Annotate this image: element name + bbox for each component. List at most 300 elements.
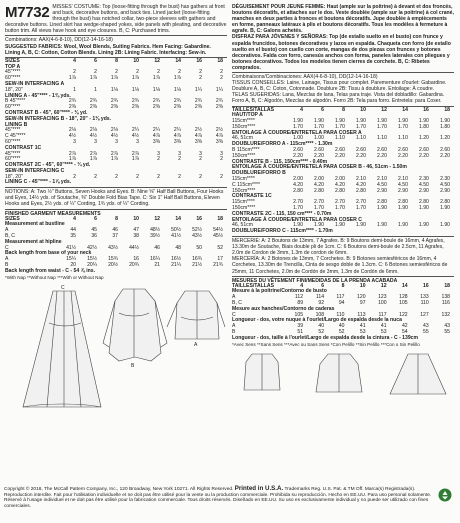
description-french: DÉGUISEMENT POUR JEUNE FEMME: Haut (ample sur la poitrine) à devant et dos froncés, boutons décoratifs, et attaches sur le dos. Veste doublée (ample sur la poitrine) à col crané, manches en deux parties à fronces et boutons décoratifs. Jupe doublée à empiècements en forme, panneaux latéraux à plis et boutons décoratifs. Tous les modèles à fermeture à agrafe. B, C: Galons achetés.: [232, 4, 454, 35]
row-value: 1.90: [377, 118, 387, 125]
row-value: 1.90: [440, 222, 450, 229]
skirt-drawing: [23, 291, 101, 407]
row-value: 42½: [87, 244, 97, 251]
size-header-cell: 16: [196, 215, 202, 222]
row-value: 123: [378, 294, 387, 301]
metrage-row: [232, 229, 454, 235]
row-value: 2.30: [418, 176, 429, 183]
row-label: B: [5, 262, 9, 269]
row-label: 46, 51cm: [232, 135, 253, 142]
row-value: 1⅛: [131, 86, 139, 93]
row-label: B, C: [5, 233, 15, 240]
row-value: 3: [136, 138, 139, 145]
row-value: 2.60: [314, 147, 324, 154]
row-value: 4.50: [397, 181, 408, 188]
size-header-cell: 6: [94, 215, 97, 222]
row-value: 53: [359, 329, 366, 336]
row-value: 39½: [150, 233, 160, 240]
row-label: 60"****: [5, 75, 21, 82]
size-header-cell: 12: [380, 282, 387, 289]
notions-text-es: MERCERÍA: A: 2 Botones de 13mm, 7 Corchetes. B: 9 Botones semiesféricos de 16mm, 4 Corchetes, 13.30m de Trencilla, Cinta de sesgo doble de 1.3cm. C: 6 Botones semiesféricos de 25mm, 11 Corchetes, 2.0m de Cordón de 3mm, 1.3m de Cordón de 6mm.: [232, 256, 448, 275]
row-value: 1.70: [293, 123, 303, 130]
row-label: 18", 20": [5, 173, 23, 180]
french-spanish-column: [232, 4, 454, 396]
row-value: 1¼: [215, 86, 223, 93]
size-header-cell: 16: [423, 106, 429, 113]
row-value: 2.10: [356, 176, 366, 183]
row-label: CONTRAST 1C: [5, 144, 42, 151]
row-value: 1⅞: [89, 75, 97, 82]
row-label: DOUBLURE/FORRO A - 115cm**** - 1.30m: [232, 141, 333, 148]
row-value: 41: [380, 323, 387, 330]
row-value: 1⅞: [110, 75, 118, 82]
row-value: 1.70: [377, 123, 387, 130]
row-value: 127: [420, 311, 429, 318]
finished-measurements-title-fr: MESURES DU VÊTEMENT FINI/MEDIDAS DE LA PRENDA ACABADA: [232, 277, 398, 284]
row-label: TOP A: [5, 63, 21, 70]
row-value: 2.60: [356, 147, 366, 154]
row-value: 2.80: [293, 187, 303, 194]
size-header-label: SIZES: [5, 57, 20, 64]
row-label: 150cm****: [232, 152, 256, 159]
row-value: 55: [423, 329, 429, 336]
combinations-text-fr: Combinaisons/Combinaciones: AAX(4-6-8-10), DD(12-14-16-18): [232, 74, 378, 81]
row-value: 2: [73, 173, 76, 180]
row-value: 3⅜: [194, 138, 202, 145]
row-value: 2⅜: [110, 104, 118, 111]
yardage-table: [5, 59, 227, 187]
row-label: HAUT/TOP A: [232, 112, 263, 119]
size-header-cell: 8: [342, 106, 345, 113]
row-value: 2.20: [418, 152, 429, 159]
row-value: 43: [444, 323, 450, 330]
row-value: 2.80: [377, 199, 387, 206]
size-header-cell: 18: [217, 215, 223, 222]
row-value: 1⅛: [173, 86, 181, 93]
row-value: 3⅜: [173, 138, 181, 145]
row-value: 1.90: [397, 222, 408, 229]
row-value: 2¾: [131, 98, 139, 105]
finished-measurements-table-fr: [232, 284, 454, 342]
row-value: 97: [359, 300, 366, 307]
description-english: [5, 4, 227, 34]
row-value: 44½: [129, 244, 139, 251]
row-value: 16½: [171, 256, 181, 263]
row-value: 2.80: [440, 199, 450, 206]
footer: [4, 486, 456, 509]
jacket-drawing: [103, 289, 167, 361]
row-value: 3: [178, 150, 181, 157]
row-label: 60"****: [5, 104, 21, 111]
row-value: 1.70: [397, 123, 408, 130]
row-value: 2: [220, 69, 223, 76]
row-value: 1⅞: [68, 156, 76, 163]
size-header-cell: 6: [321, 282, 325, 289]
row-value: 1.70: [314, 123, 324, 130]
row-value: 2.60: [418, 147, 429, 154]
row-value: 1.20: [418, 135, 429, 142]
row-value: 110: [420, 300, 429, 307]
suggested-fabrics: SUGGESTED FABRICS: Wool, Wool Blends, Suiting Fabrics. Hem Facing: Gabardine. Lining A, B, C: Cotton, Cotton Blends. Lining 2B: Lining Fabric. Interfacing: Sew-in.: [5, 43, 211, 56]
row-value: 52½: [192, 227, 202, 234]
row-value: 114: [315, 294, 325, 301]
row-value: 1¼: [194, 86, 202, 93]
row-value: 20¼: [87, 262, 97, 269]
row-value: 4.50: [377, 181, 387, 188]
row-label: B 45"****: [5, 98, 26, 105]
row-value: 52: [217, 244, 223, 251]
size-header-label: SIZES: [5, 215, 20, 222]
row-value: 117: [378, 311, 387, 318]
english-column: [5, 4, 227, 411]
row-label: A: [232, 323, 236, 330]
row-value: 50: [196, 244, 202, 251]
row-value: 2.70: [293, 199, 303, 206]
size-header-cell: 16: [196, 57, 202, 64]
row-value: 3: [220, 150, 223, 157]
row-value: 2¾: [110, 98, 118, 105]
back-views-svg: [232, 350, 454, 396]
row-value: 1.90: [293, 222, 303, 229]
size-header-cell: 18: [444, 282, 450, 289]
row-value: 2: [136, 69, 139, 76]
row-value: 2.80: [335, 187, 345, 194]
row-value: 21: [154, 262, 160, 269]
row-value: 1.90: [335, 118, 345, 125]
row-value: 16¾: [192, 256, 202, 263]
row-value: 2.20: [397, 152, 408, 159]
top-drawing: [167, 291, 225, 339]
row-value: 52: [318, 329, 325, 336]
size-header-cell: 4: [300, 282, 304, 289]
row-value: 48½: [150, 227, 160, 234]
row-value: 54½: [213, 227, 223, 234]
row-value: 47: [133, 227, 139, 234]
row-value: 2: [73, 69, 76, 76]
row-value: 1: [73, 86, 76, 93]
row-label: ENTOILAGE À COUDRE/ENTRETELA PARA COSER C: [232, 216, 362, 223]
size-header-cell: 10: [133, 215, 139, 222]
size-header-cell: 10: [133, 57, 139, 64]
row-value: 2.80: [397, 199, 408, 206]
row-value: 2.90: [397, 187, 408, 194]
size-header-cell: 6: [321, 106, 324, 113]
row-value: 1⅞: [152, 75, 160, 82]
row-label: 115cm****: [232, 118, 255, 125]
row-label: 150cm****: [232, 123, 256, 130]
row-value: 2¼: [173, 127, 181, 134]
size-header-cell: 12: [154, 215, 160, 222]
row-value: 2.70: [356, 199, 366, 206]
row-value: 43½: [192, 233, 202, 240]
row-value: 2¾: [89, 98, 97, 105]
row-value: 42: [401, 323, 408, 330]
size-header-cell: 14: [175, 215, 181, 222]
row-value: 92: [318, 300, 325, 307]
size-header-cell: 10: [359, 282, 366, 289]
figure-label-a: A: [194, 341, 198, 348]
row-value: 1.90: [418, 222, 429, 229]
row-label: A: [5, 256, 9, 263]
row-value: 3: [115, 138, 118, 145]
size-header-cell: 18: [217, 57, 223, 64]
yardage-row: [5, 180, 227, 186]
row-value: 2: [199, 75, 202, 82]
row-value: 20½: [108, 262, 118, 269]
row-value: 43: [423, 323, 429, 330]
row-value: 1.90: [397, 205, 408, 212]
row-value: 2⅞: [110, 150, 118, 157]
row-value: 38: [133, 233, 139, 240]
row-label: 150cm****: [232, 187, 256, 194]
row-value: 2.20: [440, 152, 450, 159]
row-value: 2⅜: [194, 104, 202, 111]
row-label: C: [232, 311, 236, 318]
row-value: 4⅞: [173, 133, 181, 140]
row-value: 2¼: [131, 127, 139, 134]
row-value: 4.20: [314, 181, 324, 188]
row-value: 128: [399, 294, 408, 301]
row-value: 2: [199, 156, 202, 163]
row-value: 1.70: [293, 205, 303, 212]
printed-in-usa: Printed in U.S.A.: [234, 485, 284, 492]
row-value: 2.20: [335, 152, 345, 159]
row-label: C: [5, 244, 9, 251]
row-value: 1.90: [356, 222, 366, 229]
row-value: 1.20: [440, 135, 450, 142]
row-value: 44: [70, 227, 76, 234]
row-value: 1⅛: [110, 86, 118, 93]
row-value: 1.90: [356, 118, 366, 125]
row-value: 3⅜: [152, 138, 160, 145]
row-value: 36: [91, 233, 97, 240]
row-value: 1.90: [418, 205, 429, 212]
row-value: 105: [399, 300, 408, 307]
row-value: 2: [157, 156, 160, 163]
row-value: 45: [91, 227, 97, 234]
row-value: 1.10: [335, 135, 345, 142]
row-label: 60"****: [5, 138, 21, 145]
row-value: 4⅞: [194, 133, 202, 140]
row-label: A: [232, 294, 236, 301]
row-value: 1.90: [397, 118, 408, 125]
row-value: 89: [297, 300, 304, 307]
row-value: 2¾: [215, 98, 223, 105]
row-value: 2: [199, 173, 202, 180]
row-value: 40: [318, 323, 325, 330]
row-value: 2: [220, 156, 223, 163]
row-label: Longueur - dos, votre nuque à l'ourlet/Largo de espalda desde la nuca: [232, 317, 402, 324]
row-value: 1.70: [314, 205, 324, 212]
row-value: 46: [154, 244, 160, 251]
row-value: 1.10: [356, 135, 366, 142]
row-value: 21¼: [171, 262, 181, 269]
row-value: 1.90: [377, 222, 387, 229]
row-value: 1.10: [397, 135, 408, 142]
row-value: 2.00: [335, 176, 345, 183]
row-value: 54: [401, 329, 408, 336]
row-value: 15¼: [66, 256, 76, 263]
row-value: 2⅜: [131, 104, 139, 111]
row-label: Mesure aux hanches/Contorno de caderas: [232, 305, 335, 312]
row-label: 60"****: [5, 156, 21, 163]
size-header-cell: 12: [381, 106, 387, 113]
row-value: 1⅞: [131, 75, 139, 82]
row-value: 1.90: [314, 118, 324, 125]
row-label: 45"****: [5, 69, 21, 76]
row-value: 4½: [131, 133, 139, 140]
row-label: 45"****: [5, 150, 21, 157]
row-value: 2¾: [152, 98, 160, 105]
figure-label-c: C: [61, 284, 65, 291]
row-value: 1.80: [440, 123, 450, 130]
row-label: CONTRASTE 1C: [232, 193, 272, 200]
figure-label-b: B: [131, 362, 135, 369]
row-value: 15¾: [108, 256, 118, 263]
row-label: CONTRAST B - 45", 60"**** - ⅜ yd.: [5, 109, 88, 116]
row-value: 2½: [215, 127, 223, 134]
row-value: 2.20: [314, 152, 324, 159]
row-label: SEW-IN INTERFACING A: [5, 80, 65, 87]
row-value: 50½: [171, 227, 181, 234]
row-value: 2: [115, 69, 118, 76]
finished-measurements-table: [5, 217, 227, 275]
row-value: 2.60: [440, 147, 450, 154]
row-value: 1⅞: [110, 156, 118, 163]
row-value: 4½: [68, 133, 76, 140]
row-value: 2.20: [356, 152, 366, 159]
row-value: 2¾: [173, 98, 181, 105]
row-value: 46: [112, 227, 118, 234]
row-value: 1.80: [418, 123, 429, 130]
size-header-cell: 18: [444, 106, 450, 113]
row-value: 2.80: [314, 187, 324, 194]
row-value: 2: [199, 69, 202, 76]
row-value: 17: [217, 256, 223, 263]
recycle-icon: [438, 488, 452, 502]
row-label: 46, 51cm: [232, 222, 253, 229]
finished-measurements-title: FINISHED GARMENT MEASUREMENTS: [5, 210, 101, 217]
row-value: 2.20: [293, 152, 303, 159]
row-value: 39: [297, 323, 304, 330]
size-header-cell: 4: [73, 57, 76, 64]
row-value: 21½: [192, 262, 202, 269]
intro-text: MISSES' COSTUME: Top (loose-fitting through the bust) has gathers at front and back, decorative buttons, and back ties. Lined jacket (loose-fitting through the bust) has notched collar, two-piece sleeves with gathers and decorative buttons. Lined skirt has wedge-shaped yokes, side panels with pleating, and decorative button trim. All views have hook and eye closures. B, C: Purchased trims.: [5, 4, 227, 35]
pattern-number: M7732: [5, 4, 50, 21]
row-value: 3: [199, 150, 202, 157]
row-value: 116: [441, 300, 450, 307]
back-view-skirt: [390, 354, 446, 394]
suggested-fabrics-fr: TISSUS CONSEILLÉS: Laine, Lainage, Tissus pour complet. Parementure d'ourlet: Gabardine. Doublure A, B, C: Coton, Cotonnade. Doublure 2B: Tissu à doublure. Entoilage: À coudre.: [232, 80, 447, 93]
row-value: 132: [441, 311, 450, 318]
row-value: 4⅞: [215, 133, 223, 140]
row-value: 4.50: [440, 181, 450, 188]
combinations-text: Combinations: AAX(4-6-8-10), DD(12-14-16-18): [5, 37, 113, 44]
row-label: B: [232, 329, 236, 336]
row-value: 2⅜: [215, 104, 223, 111]
size-header-cell: 16: [423, 282, 429, 289]
row-value: 2⅛: [110, 127, 118, 134]
size-header-cell: 4: [300, 106, 303, 113]
row-value: 1⅞: [173, 75, 181, 82]
row-label: Longueur - dos, taille à l'ourlet/Largo de espalda desde la cintura - C - 139cm: [232, 334, 419, 341]
row-value: 41: [359, 323, 366, 330]
row-value: 2: [94, 173, 97, 180]
row-value: 113: [357, 311, 366, 318]
row-value: 122: [399, 311, 408, 318]
row-value: 2: [94, 69, 97, 76]
row-value: 3: [94, 138, 97, 145]
back-view-jacket: [316, 354, 362, 392]
row-value: 1.90: [418, 118, 429, 125]
row-value: 2.90: [377, 187, 387, 194]
row-value: 2¾: [68, 98, 76, 105]
row-value: 1.90: [440, 205, 450, 212]
row-value: 2: [178, 156, 181, 163]
footer-legal-line-2: Réservé à l'usage individuel et ne doit pas être utilisé pour la fabrication commerciale. Tous droits réservés. Diseñado en EE.UU. Su uso es exclusivamente individual y no puede ser utilizado con fines comerciales.: [4, 498, 429, 509]
copyright-text: Copyright © 2018, The McCall Pattern Company, Inc., 120 Broadway, New York 10271. All Rights Reserved.: [4, 487, 234, 492]
trademark-text: Trademarks Reg. U.S. Pat. & TM Off. Marca(s) Registrada(s).: [284, 487, 416, 492]
line-drawings-svg: [5, 283, 227, 411]
row-label: CONTRASTE B - 115, 150cm**** - 0.40m: [232, 158, 328, 165]
row-value: 94: [338, 300, 345, 307]
row-value: 4.20: [335, 181, 345, 188]
row-label: DOUBLURE/FORRO B: [232, 170, 286, 177]
garment-line-drawings: [5, 283, 227, 411]
row-value: 2⅞: [89, 150, 97, 157]
row-label: 45"****: [5, 127, 21, 134]
row-value: 2⅜: [173, 104, 181, 111]
row-label: LINING A - 45"**** - 1⅜ yds.: [5, 92, 71, 99]
size-header-cell: 6: [94, 57, 97, 64]
row-value: 40: [338, 323, 345, 330]
row-value: 1.90: [314, 222, 324, 229]
row-value: 4.20: [356, 181, 366, 188]
row-value: 2: [220, 75, 223, 82]
row-value: 16: [133, 256, 139, 263]
row-value: 1⅞: [89, 156, 97, 163]
row-value: 2½: [194, 127, 202, 134]
nap-note-fr: *Avec Sens **Sans Sens ***Avec ou Sans Sens *Con Pelillo **Sin Pelillo ***Con o Sin Pelillo: [232, 341, 420, 347]
row-value: 45½: [213, 233, 223, 240]
row-value: 20: [70, 262, 76, 269]
row-value: 2.60: [293, 147, 303, 154]
row-value: 20¾: [129, 262, 139, 269]
row-value: 2.60: [377, 147, 387, 154]
row-label: 115cm****: [232, 199, 255, 206]
row-label: SEW-IN INTERFACING B - 18", 20" - 1⅜ yds.: [5, 115, 112, 122]
row-label: LINING C - 45"**** - 1⅞ yds.: [5, 179, 72, 186]
row-value: 2⅛: [68, 127, 76, 134]
size-header-cell: 14: [401, 282, 408, 289]
row-value: 41½: [66, 244, 76, 251]
row-label: CONTRASTE 2C - 115, 150 cm**** - 0.70m: [232, 210, 332, 217]
row-value: 2.90: [440, 187, 450, 194]
row-label: Back length from base of your neck: [5, 250, 92, 257]
row-value: 1.70: [335, 205, 345, 212]
row-label: B 115cm****: [232, 147, 260, 154]
row-label: LINING B: [5, 121, 28, 128]
row-value: 2.90: [418, 187, 429, 194]
row-value: 2.10: [397, 176, 408, 183]
row-label: C 115cm****: [232, 181, 260, 188]
row-value: 2: [115, 173, 118, 180]
row-value: 2.80: [356, 187, 366, 194]
row-value: 41½: [171, 233, 181, 240]
row-value: 2: [178, 173, 181, 180]
notions-text: NOTIONS: A: Two ½" Buttons, Seven Hooks and Eyes. B: Nine ⅝" Half Ball Buttons, Four Hooks and Eyes, 14½ yds. of Soutache, ⅜" Double Fold Bias Tape. C: Six 1" Half Ball Buttons, Eleven Hooks and Eyes, 2½ yds. of ¼" Cording, 1¾ yds. of ¼" Cording.: [5, 189, 224, 208]
row-value: 43½: [108, 244, 118, 251]
